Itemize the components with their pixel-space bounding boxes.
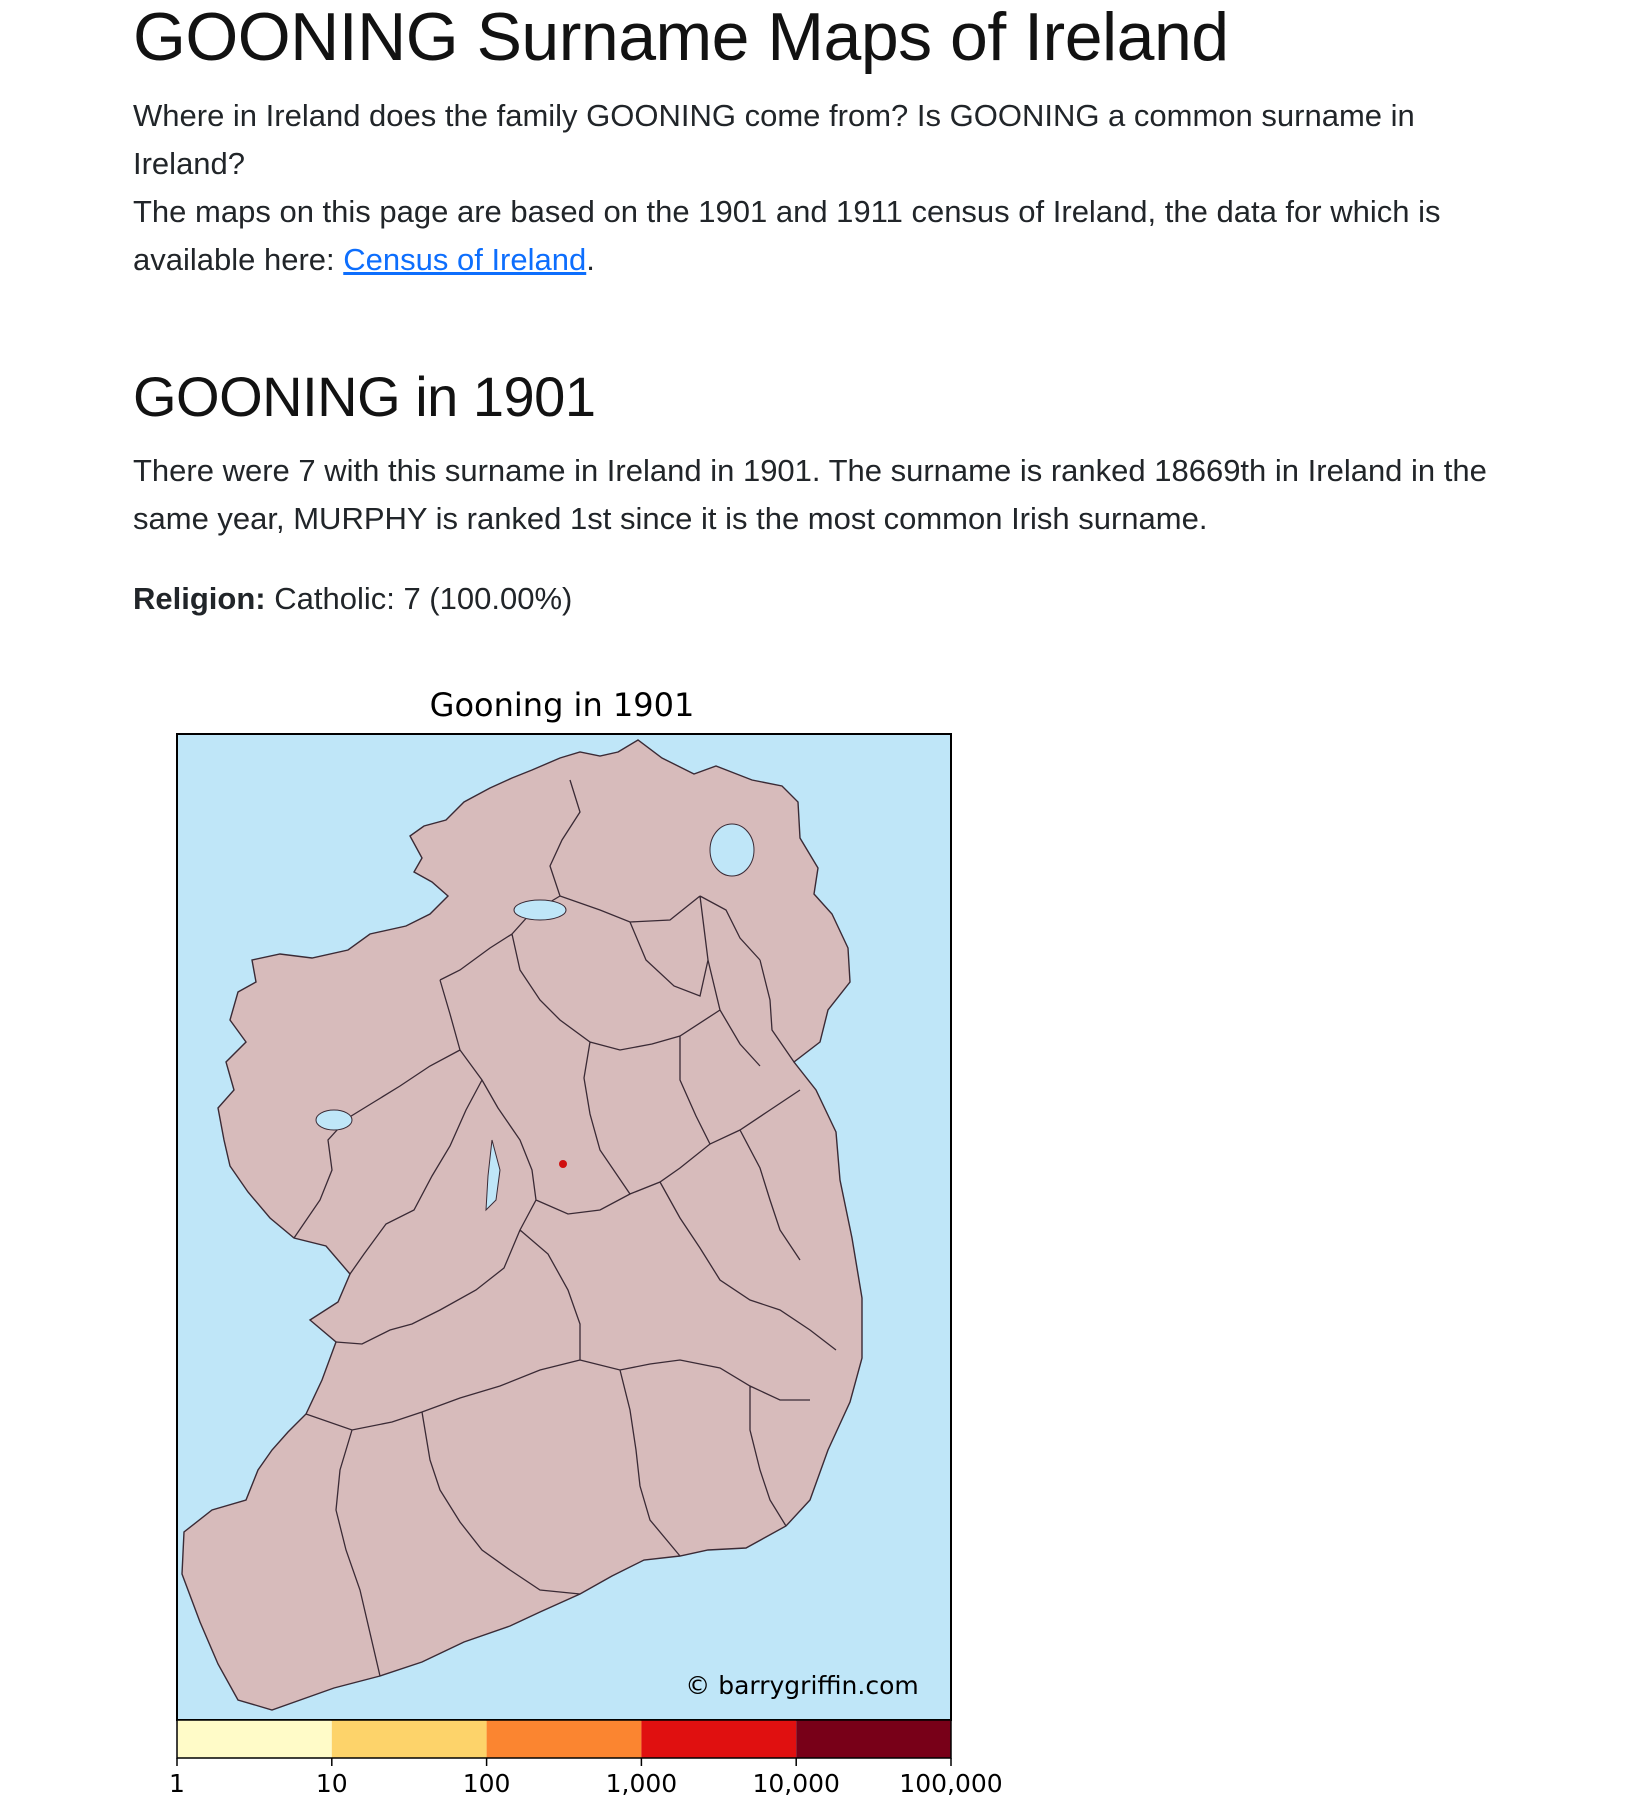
colorbar-segment	[796, 1720, 951, 1758]
intro-text	[133, 92, 1513, 284]
colorbar-tick-label: 10	[315, 1769, 348, 1798]
lough-erne	[514, 900, 566, 920]
map-credit: © barrygriffin.com	[685, 1671, 919, 1700]
intro-source-suffix: .	[586, 242, 595, 277]
religion-value: Catholic: 7 (100.00%)	[265, 581, 573, 616]
census-of-ireland-link[interactable]: Census of Ireland	[343, 242, 587, 277]
colorbar-tick-label: 10,000	[752, 1769, 840, 1798]
colorbar-tick-label: 1,000	[605, 1769, 678, 1798]
surname-map	[160, 670, 1030, 1804]
page-title: GOONING Surname Maps of Ireland	[133, 0, 1229, 75]
colorbar-segment	[332, 1720, 487, 1758]
colorbar-segment	[487, 1720, 642, 1758]
main-content	[133, 0, 1513, 616]
colorbar-segment	[641, 1720, 796, 1758]
intro-source-prefix: The maps on this page are based on the 1901 and 1911 census of Ireland, the data for which is available here:	[133, 194, 1441, 277]
section-heading-1901: GOONING in 1901	[133, 365, 596, 428]
surname-location-marker	[559, 1160, 567, 1168]
colorbar-tick-label: 100	[462, 1769, 511, 1798]
religion-label: Religion:	[133, 581, 266, 616]
colorbar-segment	[177, 1720, 332, 1758]
intro-source	[133, 188, 1513, 284]
colorbar-tick-label: 100,000	[899, 1769, 1003, 1798]
surname-map-figure	[160, 670, 1030, 1804]
colorbar-tick-label: 1	[169, 1769, 185, 1798]
lough-neagh	[710, 824, 754, 876]
intro-question: Where in Ireland does the family GOONING come from? Is GOONING a common surname in Ireland?	[133, 98, 1415, 181]
summary-1901: There were 7 with this surname in Ireland in 1901. The surname is ranked 18669th in Ireland in the same year, MURPHY is ranked 1st since it is the most common Irish surname.	[133, 453, 1487, 536]
religion-1901	[133, 575, 572, 623]
lough-corrib	[316, 1110, 352, 1130]
colorbar-legend	[169, 1720, 1003, 1798]
map-title: Gooning in 1901	[429, 686, 695, 724]
